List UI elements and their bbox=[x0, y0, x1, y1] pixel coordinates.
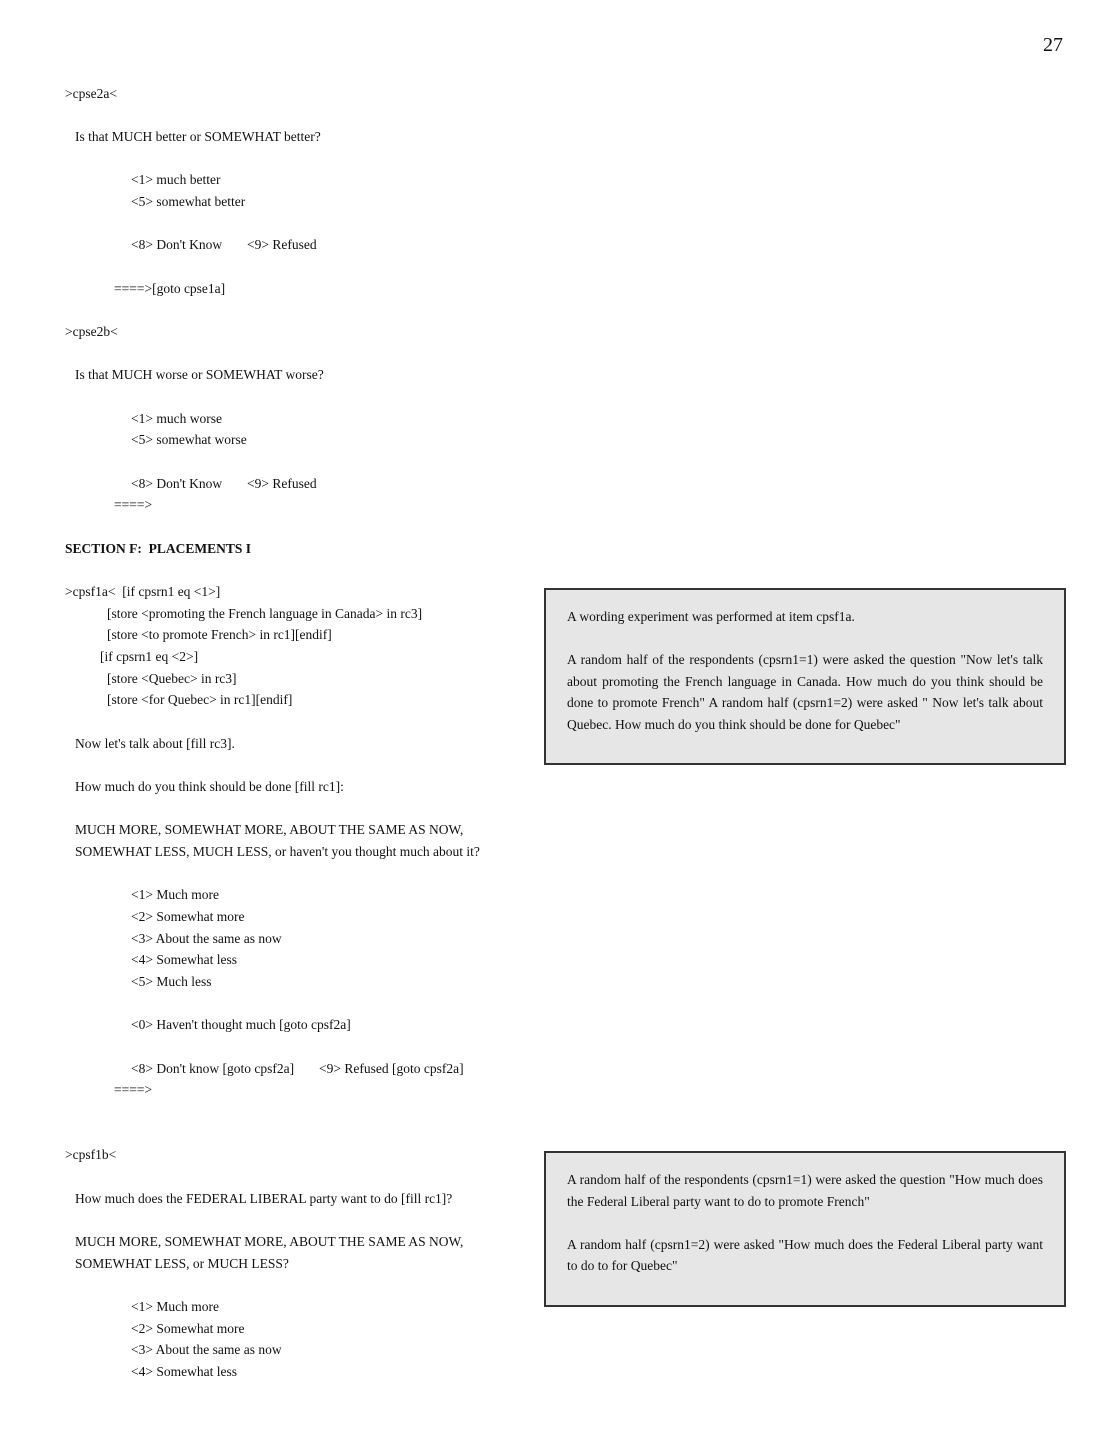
response-option: <3> About the same as now bbox=[131, 1342, 282, 1357]
question-text: How much do you think should be done [fill rc1]: bbox=[75, 779, 344, 794]
store-instruction: [store <Quebec> in rc3] bbox=[107, 671, 237, 686]
question-text: MUCH MORE, SOMEWHAT MORE, ABOUT THE SAME AS NOW, bbox=[75, 822, 464, 837]
response-option: <5> somewhat better bbox=[131, 194, 246, 209]
response-option: <1> much worse bbox=[131, 411, 222, 426]
response-option-refused: <9> Refused [goto cpsf2a] bbox=[319, 1061, 464, 1076]
note-paragraph: A random half of the respondents (cpsrn1=1) were asked the question "Now let's talk about promoting the French language in Canada. How much do you think should be done to promote French" A random half (cpsrn1=2) were asked " Now let's talk about Quebec. How much do you think should be done for Quebec" bbox=[567, 652, 1043, 732]
response-option: <5> Much less bbox=[131, 974, 212, 989]
response-option: <1> much better bbox=[131, 172, 221, 187]
question-text: Is that MUCH better or SOMEWHAT better? bbox=[75, 129, 321, 144]
question-text: Is that MUCH worse or SOMEWHAT worse? bbox=[75, 367, 324, 382]
section-heading: SECTION F: PLACEMENTS I bbox=[65, 541, 252, 556]
note-paragraph: A wording experiment was performed at item cpsf1a. bbox=[567, 609, 855, 624]
store-instruction: [store <for Quebec> in rc1][endif] bbox=[107, 692, 293, 707]
question-text: SOMEWHAT LESS, MUCH LESS, or haven't you thought much about it? bbox=[75, 844, 480, 859]
question-text: How much does the FEDERAL LIBERAL party want to do [fill rc1]? bbox=[75, 1191, 453, 1206]
response-option-dont-know: <8> Don't know [goto cpsf2a] bbox=[131, 1061, 295, 1076]
response-option: <5> somewhat worse bbox=[131, 432, 247, 447]
store-instruction: [store <to promote French> in rc1][endif] bbox=[107, 627, 332, 642]
goto-instruction: ====>[goto cpse1a] bbox=[114, 281, 226, 296]
response-option: <4> Somewhat less bbox=[131, 1364, 237, 1379]
store-instruction: [store <promoting the French language in Canada> in rc3] bbox=[107, 606, 423, 621]
response-option-dont-know: <8> Don't Know bbox=[131, 237, 223, 252]
response-option-refused: <9> Refused bbox=[247, 476, 317, 491]
response-option: <1> Much more bbox=[131, 1299, 219, 1314]
question-text: SOMEWHAT LESS, or MUCH LESS? bbox=[75, 1256, 289, 1271]
response-option: <2> Somewhat more bbox=[131, 1321, 245, 1336]
response-option: <0> Haven't thought much [goto cpsf2a] bbox=[131, 1017, 351, 1032]
arrow-instruction: ====> bbox=[114, 497, 153, 512]
if-instruction: [if cpsrn1 eq <2>] bbox=[100, 649, 199, 664]
response-option-dont-know: <8> Don't Know bbox=[131, 476, 223, 491]
response-option: <4> Somewhat less bbox=[131, 952, 237, 967]
arrow-instruction: ====> bbox=[114, 1082, 153, 1097]
note-paragraph: A random half of the respondents (cpsrn1=1) were asked the question "How much does the Federal Liberal party want to do to promote French" bbox=[567, 1172, 1043, 1209]
item-label-cpse2a: >cpse2a< bbox=[65, 86, 117, 101]
note-paragraph: A random half (cpsrn1=2) were asked "How much does the Federal Liberal party want to do to for Quebec" bbox=[567, 1236, 1043, 1274]
random-half-note bbox=[544, 1151, 1066, 1307]
question-text: Now let's talk about [fill rc3]. bbox=[75, 736, 235, 751]
item-label-cpsf1b: >cpsf1b< bbox=[65, 1147, 117, 1162]
question-text: MUCH MORE, SOMEWHAT MORE, ABOUT THE SAME AS NOW, bbox=[75, 1234, 464, 1249]
response-option: <2> Somewhat more bbox=[131, 909, 245, 924]
wording-experiment-note bbox=[544, 588, 1066, 765]
page-number: 27 bbox=[1043, 34, 1063, 56]
item-label-cpse2b: >cpse2b< bbox=[65, 324, 118, 339]
response-option: <3> About the same as now bbox=[131, 931, 282, 946]
response-option: <1> Much more bbox=[131, 887, 219, 902]
response-option-refused: <9> Refused bbox=[247, 237, 317, 252]
item-label-cpsf1a: >cpsf1a< [if cpsrn1 eq <1>] bbox=[65, 584, 221, 599]
